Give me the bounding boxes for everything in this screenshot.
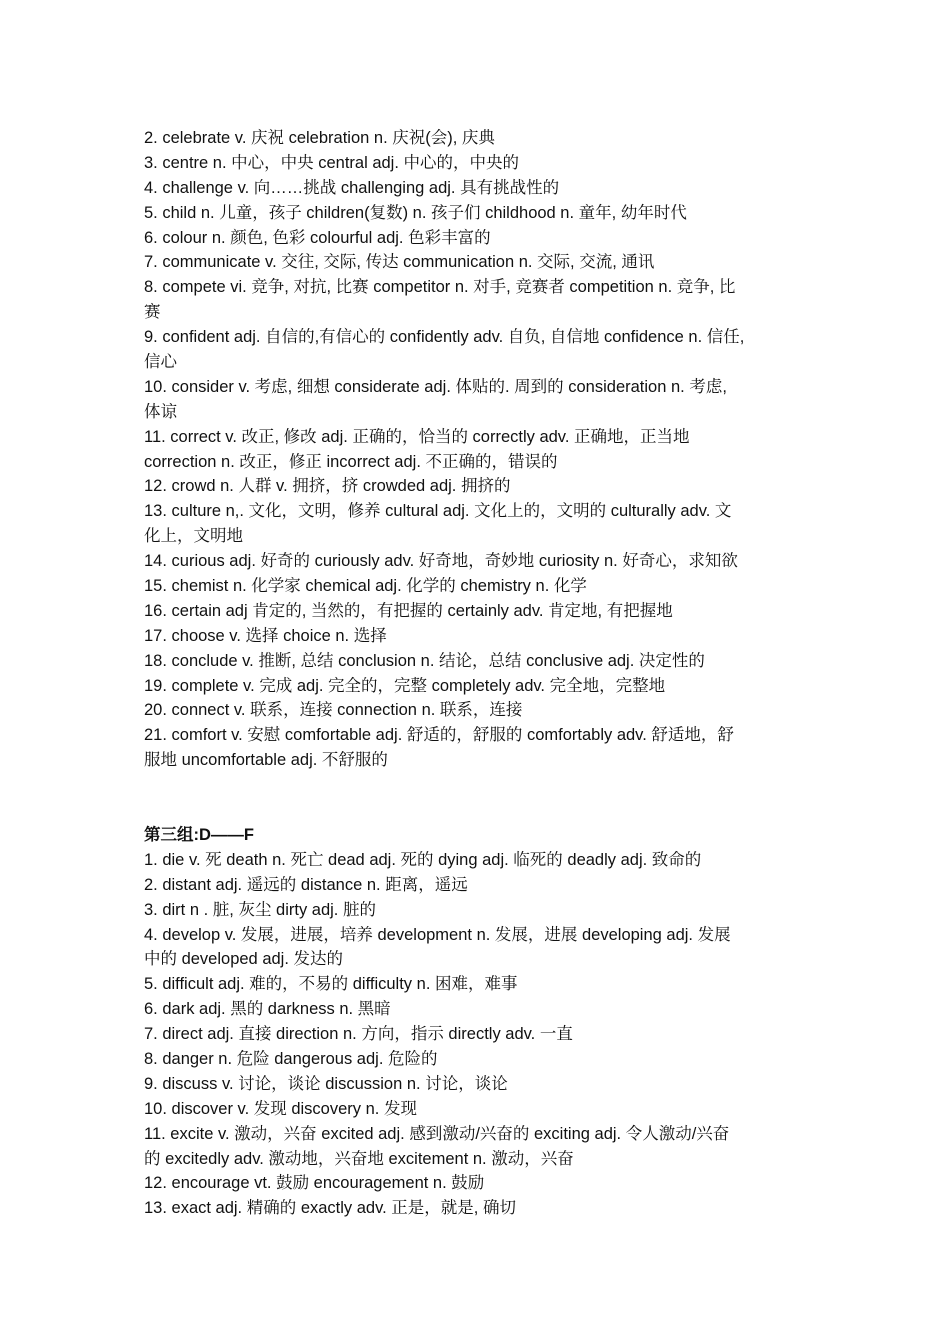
text-line: 9. discuss v. 讨论，谈论 discussion n. 讨论，谈论 [144,1074,508,1093]
text-line: 14. curious adj. 好奇的 curiously adv. 好奇地，奇妙地 curiosity n. 好奇心，求知欲 [144,552,738,571]
text-line: 3. centre n. 中心，中央 central adj. 中心的，中央的 [144,153,520,172]
text-line: 8. compete vi. 竞争, 对抗, 比赛 competitor n. 对手, 竞赛者 competition n. 竞争, 比 [144,278,736,297]
text-line: 中的 developed adj. 发达的 [144,950,344,969]
text-line: 15. chemist n. 化学家 chemical adj. 化学的 chemistry n. 化学 [144,577,587,596]
text-line: 10. consider v. 考虑, 细想 considerate adj. 体贴的. 周到的 consideration n. 考虑, [144,377,727,396]
text-line: 19. complete v. 完成 adj. 完全的，完整 completely adv. 完全地，完整地 [144,676,666,695]
text-line: correction n. 改正，修正 incorrect adj. 不正确的，错误的 [144,452,558,471]
text-line: 11. correct v. 改正, 修改 adj. 正确的，恰当的 correctly adv. 正确地，正当地 [144,427,690,446]
text-line: 化上，文明地 [144,527,243,546]
text-line: 服地 uncomfortable adj. 不舒服的 [144,751,388,770]
text-line: 信心 [144,353,177,372]
text-line: 9. confident adj. 自信的,有信心的 confidently adv. 自负, 自信地 confidence n. 信任, [144,328,745,347]
section-c-entries [144,126,816,773]
text-line: 13. culture n,. 文化，文明，修养 cultural adj. 文化上的，文明的 culturally adv. 文 [144,502,732,521]
text-line: 12. encourage vt. 鼓励 encouragement n. 鼓励 [144,1174,485,1193]
text-line: 10. discover v. 发现 discovery n. 发现 [144,1099,417,1118]
text-line: 11. excite v. 激动，兴奋 excited adj. 感到激动/兴奋的 exciting adj. 令人激动/兴奋 [144,1124,730,1143]
text-line: 2. distant adj. 遥远的 distance n. 距离，遥远 [144,875,468,894]
text-line: 2. celebrate v. 庆祝 celebration n. 庆祝(会), 庆典 [144,129,495,147]
text-line: 17. choose v. 选择 choice n. 选择 [144,626,387,645]
text-line: 3. dirt n . 脏, 灰尘 dirty adj. 脏的 [144,900,376,919]
section-spacer [144,773,816,823]
text-line: 5. difficult adj. 难的，不易的 difficulty n. 困难，难事 [144,975,518,994]
text-line: 13. exact adj. 精确的 exactly adv. 正是，就是, 确切 [144,1199,516,1218]
text-line: 体谅 [144,402,177,421]
text-line: 1. die v. 死 death n. 死亡 dead adj. 死的 dying adj. 临死的 deadly adj. 致命的 [144,850,702,869]
text-line: 赛 [144,303,161,322]
text-line: 21. comfort v. 安慰 comfortable adj. 舒适的，舒服的 comfortably adv. 舒适地，舒 [144,726,734,745]
text-line: 6. colour n. 颜色, 色彩 colourful adj. 色彩丰富的 [144,228,491,247]
text-line: 7. direct adj. 直接 direction n. 方向，指示 directly adv. 一直 [144,1025,573,1044]
text-line: 4. develop v. 发展，进展，培养 development n. 发展，进展 developing adj. 发展 [144,925,731,944]
text-line: 8. danger n. 危险 dangerous adj. 危险的 [144,1049,438,1068]
text-line: 5. child n. 儿童，孩子 children(复数) n. 孩子们 childhood n. 童年, 幼年时代 [144,203,687,222]
text-line: 的 excitedly adv. 激动地，兴奋地 excitement n. 激动，兴奋 [144,1149,574,1168]
section-d-f [144,823,816,1221]
text-line: 7. communicate v. 交往, 交际, 传达 communication n. 交际, 交流, 通讯 [144,253,655,272]
text-line: 16. certain adj 肯定的, 当然的，有把握的 certainly adv. 肯定地, 有把握地 [144,601,673,620]
document-body [144,126,816,1221]
text-line: 6. dark adj. 黑的 darkness n. 黑暗 [144,1000,391,1019]
text-line: 4. challenge v. 向……挑战 challenging adj. 具有挑战性的 [144,178,560,197]
text-line: 12. crowd n. 人群 v. 拥挤，挤 crowded adj. 拥挤的 [144,477,511,496]
section-heading: 第三组:D——F [144,825,254,844]
text-line: 20. connect v. 联系，连接 connection n. 联系，连接 [144,701,523,720]
text-line: 18. conclude v. 推断, 总结 conclusion n. 结论，总结 conclusive adj. 决定性的 [144,651,705,670]
